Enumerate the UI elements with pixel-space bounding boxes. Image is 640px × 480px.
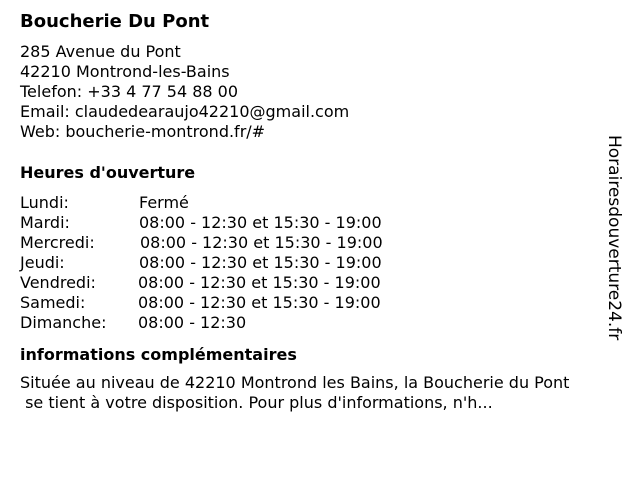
hours-row-mardi [20, 213, 610, 233]
hours-row-mercredi [20, 233, 610, 253]
time-value: 08:00 - 12:30 et 15:30 - 19:00 [138, 273, 381, 292]
address-street: 285 Avenue du Pont [20, 42, 181, 61]
opening-hours-table [20, 193, 610, 333]
time-value: Fermé [139, 193, 189, 212]
hours-row-samedi [20, 293, 610, 313]
time-value: 08:00 - 12:30 et 15:30 - 19:00 [138, 293, 381, 312]
day-label: Mardi: [20, 213, 70, 232]
time-value: 08:00 - 12:30 et 15:30 - 19:00 [139, 253, 382, 272]
additional-info-line-2: se tient à votre disposition. Pour plus d'informations, n'h... [20, 393, 493, 412]
phone-number: Telefon: +33 4 77 54 88 00 [20, 82, 239, 101]
time-value: 08:00 - 12:30 et 15:30 - 19:00 [140, 233, 383, 252]
address-city: 42210 Montrond-les-Bains [20, 62, 230, 81]
business-card [20, 10, 610, 413]
hours-row-vendredi [20, 273, 610, 293]
day-label: Samedi: [20, 293, 86, 312]
day-label: Dimanche: [20, 313, 107, 332]
day-label: Jeudi: [20, 253, 65, 272]
time-value: 08:00 - 12:30 [138, 313, 247, 332]
business-name: Boucherie Du Pont [20, 11, 210, 32]
email-address: Email: claudedearaujo42210@gmail.com [20, 102, 350, 121]
additional-info-line-1: Située au niveau de 42210 Montrond les Bains, la Boucherie du Pont [20, 373, 570, 392]
hours-row-lundi [20, 193, 610, 213]
day-label: Vendredi: [20, 273, 96, 292]
website-link: Web: boucherie-montrond.fr/# [20, 122, 266, 141]
hours-row-dimanche [20, 313, 610, 333]
day-label: Mercredi: [20, 233, 95, 252]
time-value: 08:00 - 12:30 et 15:30 - 19:00 [139, 213, 382, 232]
hours-row-jeudi [20, 253, 610, 273]
opening-hours-heading: Heures d'ouverture [20, 163, 196, 182]
additional-info-heading: informations complémentaires [20, 345, 297, 364]
day-label: Lundi: [20, 193, 69, 212]
source-watermark: Horairesdouverture24.fr [604, 135, 624, 341]
